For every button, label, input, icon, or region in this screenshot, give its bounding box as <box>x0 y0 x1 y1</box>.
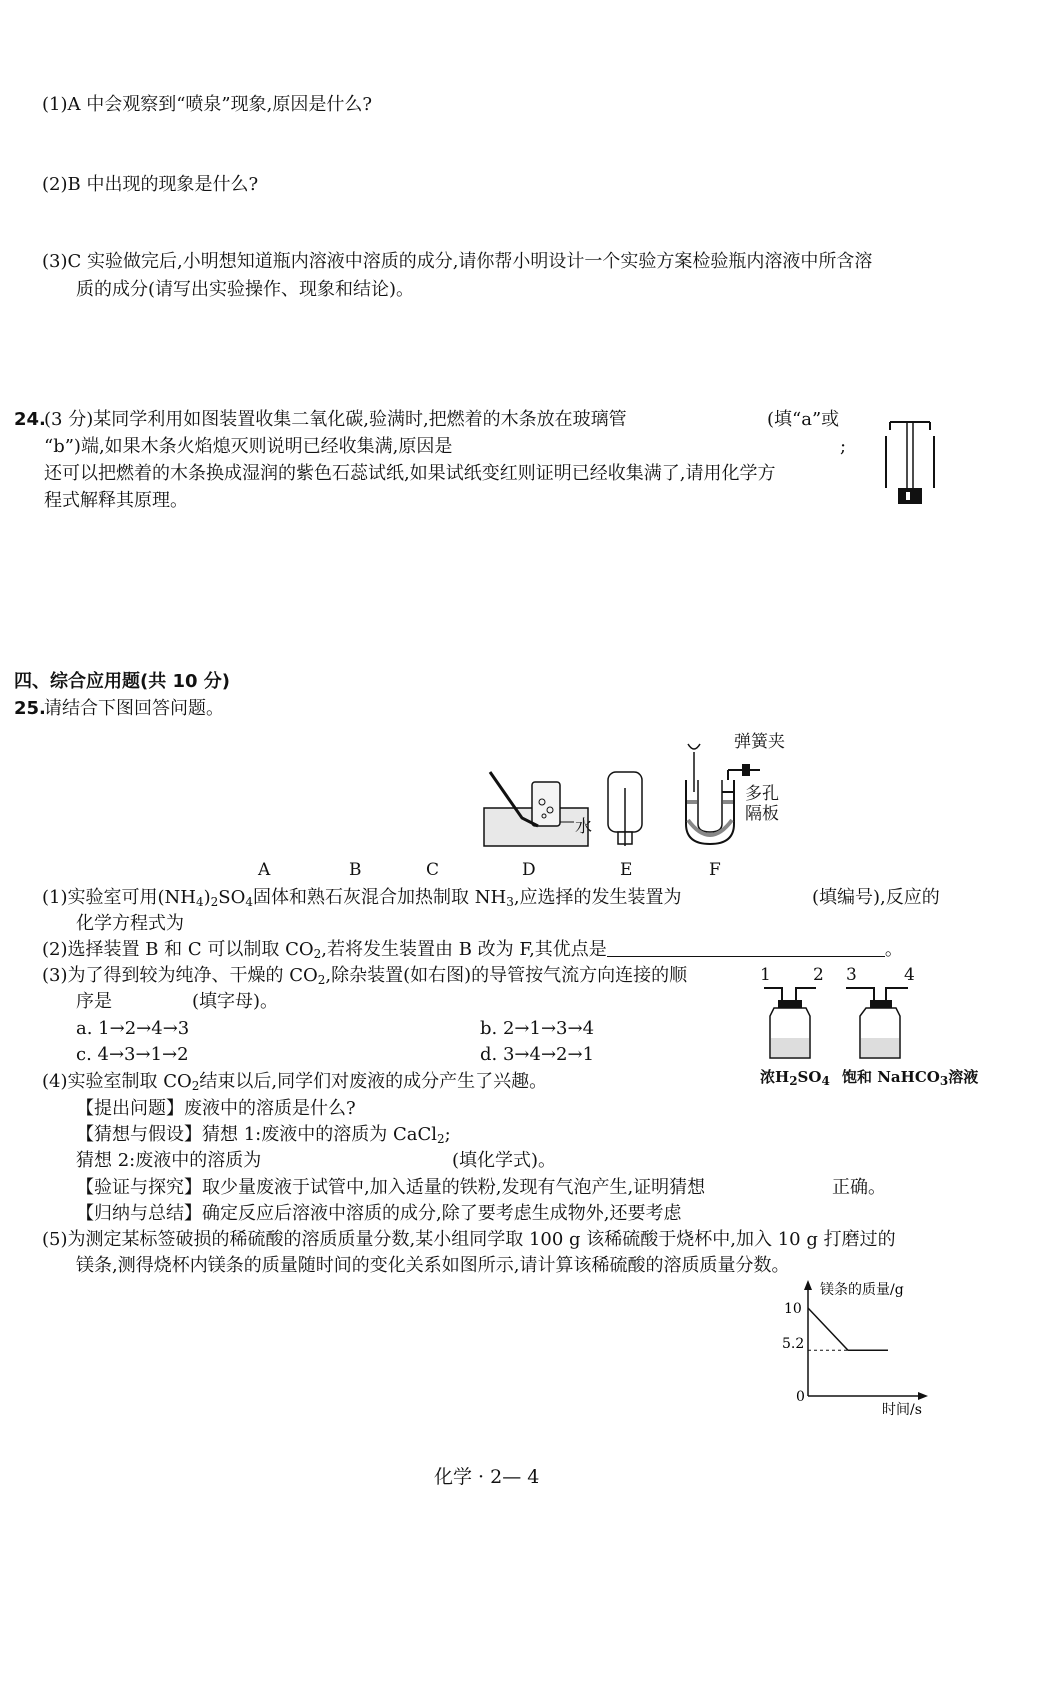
spring-clip-label: 弹簧夹 <box>734 732 785 752</box>
q24-line2a: “b”)端,如果木条火焰熄灭则说明已经收集满,原因是 <box>44 436 453 457</box>
porous-plate-label-1: 多孔 <box>745 784 779 804</box>
apparatus-d-water-trough <box>482 768 592 850</box>
purification-bottles-figure <box>760 980 930 1062</box>
tube-number-2: 2 <box>813 965 824 985</box>
q25-part3-line2a: 序是 <box>76 991 112 1012</box>
label-a: A <box>258 860 271 880</box>
option-b: b. 2→1→3→4 <box>480 1018 595 1039</box>
q23-part1: (1)A 中会观察到“喷泉”现象,原因是什么? <box>42 94 372 115</box>
q25-part1-line2: 化学方程式为 <box>76 913 184 934</box>
conc-sulfuric-acid-label: 浓$H_2SO_4$ <box>760 1068 830 1088</box>
q25-part2: (2)选择装置 B 和 C 可以制取 $CO_2$,若将发生装置由 B 改为 F,其优点是 。 <box>42 939 903 961</box>
collection-bottle-figure <box>880 408 940 508</box>
q24-line1b: (填“a”或 <box>767 409 840 430</box>
y-axis-label: 镁条的质量/g <box>820 1282 904 1298</box>
q24-line4: 程式解释其原理。 <box>44 490 188 511</box>
apparatus-e-bottle <box>604 768 648 850</box>
ask-question: 【提出问题】废液中的溶质是什么? <box>76 1098 356 1119</box>
q25-part3-line1: (3)为了得到较为纯净、干燥的 $CO_2$,除杂装置(如右图)的导管按气流方向连接的顺 <box>42 965 688 987</box>
q25-part1-fill-number: (填编号),反应的 <box>812 887 940 908</box>
section4-title: 四、综合应用题(共 10 分) <box>14 671 231 692</box>
q23-part3-line2: 质的成分(请写出实验操作、现象和结论)。 <box>76 279 415 300</box>
q25-part1-line1: (1)实验室可用$(NH_4)_2SO_4$固体和熟石灰混合加热制取 $NH_3$,应选择的发生装置为 <box>42 887 682 909</box>
option-a: a. 1→2→4→3 <box>76 1018 190 1039</box>
series-line <box>808 1308 888 1350</box>
verify-a: 【验证与探究】取少量废液于试管中,加入适量的铁粉,发现有气泡产生,证明猜想 <box>76 1177 706 1198</box>
verify-b: 正确。 <box>832 1177 886 1198</box>
porous-plate-label-2: 隔板 <box>745 804 779 824</box>
y-tick-10: 10 <box>784 1301 802 1317</box>
q25-intro: 请结合下图回答问题。 <box>44 698 224 719</box>
label-b: B <box>349 860 362 880</box>
y-tick-0: 0 <box>796 1389 805 1405</box>
q25-part5-line1: (5)为测定某标签破损的稀硫酸的溶质质量分数,某小组同学取 100 g 该稀硫酸于烧杯中,加入 10 g 打磨过的 <box>42 1229 896 1250</box>
q24-line2b: ; <box>840 436 847 457</box>
q23-part3-line1: (3)C 实验做完后,小明想知道瓶内溶液中溶质的成分,请你帮小明设计一个实验方案检验瓶内溶液中所含溶 <box>42 251 873 272</box>
summary: 【归纳与总结】确定反应后溶液中溶质的成分,除了要考虑生成物外,还要考虑 <box>76 1203 682 1224</box>
label-d: D <box>522 860 536 880</box>
tube-number-4: 4 <box>904 965 915 985</box>
nahco3-solution-label: 饱和 NaHCO$_3$溶液 <box>842 1068 979 1088</box>
q25-part3-line2b: (填字母)。 <box>192 991 279 1012</box>
q23-part2: (2)B 中出现的现象是什么? <box>42 174 259 195</box>
tube-number-3: 3 <box>846 965 857 985</box>
q25-part5-line2: 镁条,测得烧杯内镁条的质量随时间的变化关系如图所示,请计算该稀硫酸的溶质质量分数。 <box>76 1255 790 1276</box>
q25-part4: (4)实验室制取 $CO_2$结束以后,同学们对废液的成分产生了兴趣。 <box>42 1071 548 1093</box>
y-axis-arrow <box>804 1280 812 1290</box>
option-c: c. 4→3→1→2 <box>76 1044 189 1065</box>
q25-number: 25. <box>14 698 46 719</box>
label-e: E <box>620 860 633 880</box>
q24-number: 24. <box>14 409 46 430</box>
x-axis-label: 时间/s <box>882 1402 922 1418</box>
water-label: 水 <box>575 817 592 837</box>
q24-line1a: (3 分)某同学利用如图装置收集二氧化碳,验满时,把燃着的木条放在玻璃管 <box>44 409 627 430</box>
y-tick-5-2: 5.2 <box>782 1336 805 1352</box>
label-c: C <box>426 860 440 880</box>
option-d: d. 3→4→2→1 <box>480 1044 595 1065</box>
hypothesis-2-b: (填化学式)。 <box>452 1150 557 1171</box>
hypothesis-1: 【猜想与假设】猜想 1:废液中的溶质为 CaCl$_2$; <box>76 1124 451 1146</box>
page-footer: 化学 · 2— 4 <box>434 1466 540 1488</box>
magnesium-mass-chart <box>770 1276 945 1426</box>
hypothesis-2-a: 猜想 2:废液中的溶质为 <box>76 1150 262 1171</box>
label-f: F <box>709 860 721 880</box>
answer-blank[interactable] <box>607 938 885 957</box>
tube-number-1: 1 <box>760 965 771 985</box>
q24-line3: 还可以把燃着的木条换成湿润的紫色石蕊试纸,如果试纸变红则证明已经收集满了,请用化学方 <box>44 463 776 484</box>
x-axis-arrow <box>918 1392 928 1400</box>
